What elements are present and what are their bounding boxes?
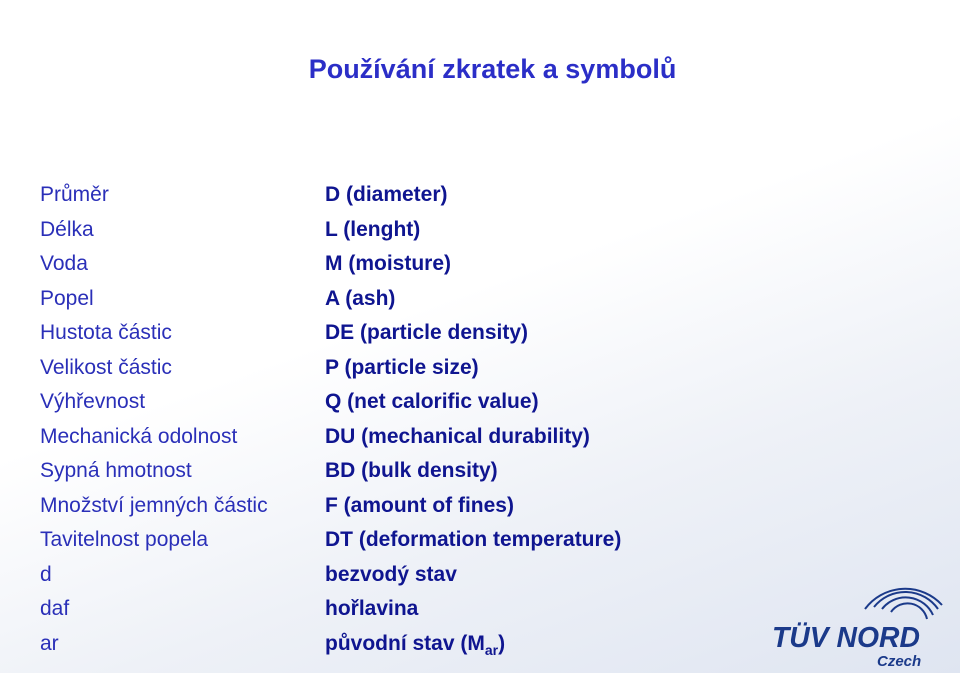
abbreviation-label: P (particle size) <box>325 355 479 379</box>
abbreviation-label: BD (bulk density) <box>325 459 498 482</box>
abbreviation-label: DU (mechanical durability) <box>325 424 590 448</box>
abbreviation-subscript: ar <box>484 641 499 658</box>
abbreviation-tail: ) <box>498 631 506 655</box>
abbreviation-label: F (amount of fines) <box>325 493 514 517</box>
term-label: Výhřevnost <box>40 390 146 413</box>
term-label: Délka <box>40 217 94 241</box>
tuv-nord-logo <box>770 565 950 670</box>
abbreviation-label: hořlavina <box>325 597 419 620</box>
term-label: d <box>40 562 52 586</box>
abbreviation-label: L (lenght) <box>325 217 421 241</box>
abbreviation-label: D (diameter) <box>325 183 448 206</box>
logo-brand-text: TÜV NORD <box>772 622 924 654</box>
abbreviation-label: M (moisture) <box>325 252 451 275</box>
logo-region-text: Czech <box>877 653 922 670</box>
abbreviation-label: DE (particle density) <box>325 321 529 344</box>
term-label: Hustota částic <box>40 321 172 344</box>
abbreviation-label: DT (deformation temperature) <box>325 528 622 551</box>
term-label: Sypná hmotnost <box>40 459 192 482</box>
term-label: Voda <box>40 252 88 275</box>
term-label: ar <box>40 631 59 655</box>
abbreviation-label <box>325 627 505 668</box>
abbreviation-label: Q (net calorific value) <box>325 390 539 413</box>
term-label: Popel <box>40 286 94 310</box>
abbreviation-label: bezvodý stav <box>325 562 457 586</box>
abbreviation-main: původní stav (M <box>325 631 485 655</box>
term-label: Velikost částic <box>40 355 172 379</box>
slide-title: Používání zkratek a symbolů <box>308 54 677 84</box>
abbreviation-label: A (ash) <box>325 286 396 310</box>
term-label: Průměr <box>40 183 109 206</box>
term-label: Mechanická odolnost <box>40 424 238 448</box>
term-label: daf <box>40 597 70 620</box>
logo-arc-icon <box>865 589 942 619</box>
term-label: Tavitelnost popela <box>40 528 209 551</box>
term-label: Množství jemných částic <box>40 493 268 517</box>
